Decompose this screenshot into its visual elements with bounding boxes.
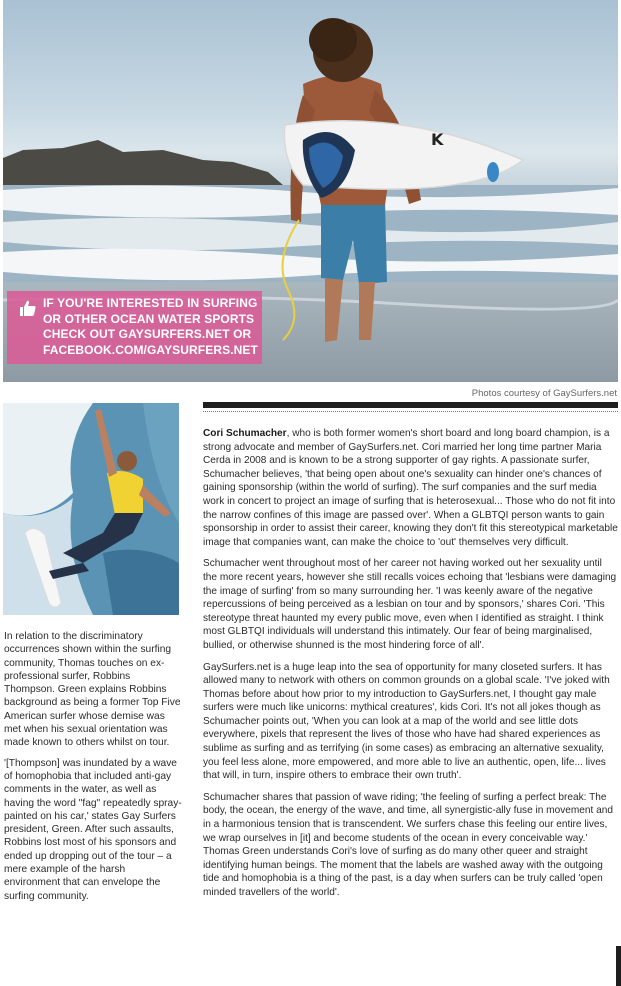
photo-credit: Photos courtesy of GaySurfers.net [471, 388, 617, 399]
promo-line: CHECK OUT GAYSURFERS.NET OR [43, 327, 252, 341]
sidebar-story [4, 630, 182, 910]
article-paragraph: GaySurfers.net is a huge leap into the sea of opportunity for many closeted surfers. It has allowed many to network with others on common grounds on a global scale. 'I've joked with Thomas before about how prior to my introduction to GaySurfers.net, I thought gay male surfers were much like unicorns: mythical creatures', kids Cori. It's not all jokes though as Schumacher points out, 'When you can look at a map of the world and see little dots everywhere, pixels that represent the lives of those who have had shared experiences as sublime as surfing and as terrifying (in some cases) as embracing an alternative sexuality, you feel less alone, more empowered, and more able to live an authentic, open, life... lives that will, in turn, inspire others to embrace their own truth'. [203, 661, 610, 782]
board-brand-logo: K [431, 130, 444, 149]
promo-line: FACEBOOK.COM/GAYSURFERS.NET [43, 342, 258, 357]
promo-line: IF YOU'RE INTERESTED IN SURFING [43, 296, 258, 310]
surfer-on-wave-illustration [3, 403, 179, 615]
promo-callout [7, 291, 262, 364]
hero-photo [3, 0, 618, 382]
dotted-divider [203, 411, 618, 412]
sidebar-paragraph: In relation to the discriminatory occurrences shown within the surfing community, Thomas touches on ex-professional surfer, Robbins Thompson. Green explains Robbins background as being a former Top Five American surfer whose demise was met when his sexual orientation was made known to others whilst on tour. [4, 631, 181, 749]
promo-text [43, 296, 259, 358]
promo-line: OR OTHER OCEAN WATER SPORTS [43, 311, 255, 326]
article-paragraph: Schumacher went throughout most of her career not having worked out her sexuality until the more recent years, however she still recalls voices echoing that 'lesbians were damaging the image of surfing' from so many surrounding her. 'I was keenly aware of the negative repercussions of being perceived as a lesbian on tour and by sponsors,' shares Cori. 'This stereotype threat haunted my every public move, even when I identified as straight. I think most GLBTQI individuals will understand this intimately. Our fear of being marginalised, bullied, or otherwise shunned is the most hindering force of all'. [203, 558, 617, 651]
article-paragraph [203, 427, 618, 549]
thumbs-up-icon [19, 299, 39, 319]
column-rule [203, 402, 618, 408]
sidebar-paragraph: '[Thompson] was inundated by a wave of homophobia that included anti-gay comments in the water, as well as having the word "fag" repeatedly spray-painted on his car,' states Gay Surfers president, Green. After such assaults, Robbins lost most of his sponsors and ended up dropping out of the tour – a mere example of the harsh environment that can envelope the surfing community. [4, 757, 182, 902]
paragraph-text: , who is both former women's short board and long board champion, is a strong advocate and member of GaySurfers.net. Cori married her long time partner Maria Cerda in 2008 and is known to be a strong supporter of gay rights. A passionate surfer, Schumacher believes, 'that being open about one's sexuality can hinder one's chances of gaining sponsorship (within the world of surfing). The surf companies and the surf media work in concert to project an image of surfing that is heterosexual... Those who do not fit into the narrow confines of this image are passed over'. When a GLBTQI person wants to gain sponsorship in order to assist their career, knowing they don't fit this stereotypical marketable image that companies want, can make the choice to 'out' themselves very difficult. [203, 428, 618, 548]
article-body [203, 427, 618, 908]
surfer-action-photo [3, 403, 179, 615]
page-edge-tab [616, 946, 621, 986]
lead-name: Cori Schumacher [203, 428, 287, 439]
article-paragraph: Schumacher shares that passion of wave riding; 'the feeling of surfing a perfect break: The body, the ocean, the energy of the wave, and time, all synergistic-ally fuse in movement and in a harmonious tension that is transcendent. We surfers chase this feeling our entire lives, we wrap ourselves in [it] and become students of the ocean in every conceivable way.' Thomas Green understands Cori's love of surfing as do many other queer and straight identifying human beings. The moment that the labels are washed away with the outgoing tide and homophobia is a thing of the past, is a day when surfers can be truly called 'open minded travellers of the world'. [203, 791, 613, 898]
